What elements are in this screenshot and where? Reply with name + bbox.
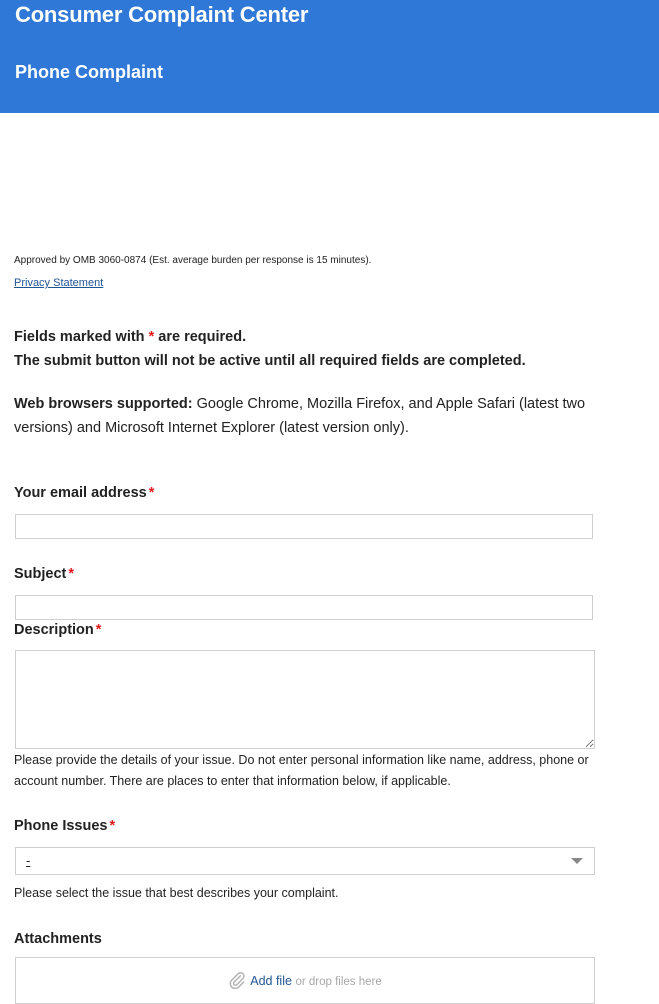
browsers-text: Google Chrome, Mozilla Firefox, and Apple Safari (latest two versions) and Microsoft Internet Explorer (latest version only). bbox=[14, 396, 586, 436]
phone-issues-selected-value: - bbox=[26, 853, 31, 868]
browsers-label: Web browsers supported: bbox=[14, 396, 193, 412]
omb-notice: Approved by OMB 3060-0874 (Est. average burden per response is 15 minutes). bbox=[14, 255, 372, 266]
attachments-label-text: Attachments bbox=[14, 931, 102, 947]
subject-input[interactable] bbox=[15, 595, 593, 620]
description-help-text: Please provide the details of your issue. Do not enter personal information like name, address, phone or account number. There are places to enter that information below, if applicable. bbox=[14, 753, 589, 788]
attachments-label bbox=[14, 931, 102, 947]
dropzone-content bbox=[16, 971, 594, 992]
description-required-star: * bbox=[95, 622, 102, 638]
required-fields-note bbox=[14, 325, 526, 373]
email-required-star: * bbox=[148, 485, 155, 501]
subject-label bbox=[14, 566, 74, 582]
phone-issues-label bbox=[14, 818, 115, 834]
description-label-text: Description bbox=[14, 622, 94, 638]
subject-required-star: * bbox=[68, 566, 75, 582]
required-star: * bbox=[148, 329, 155, 345]
phone-issues-select[interactable] bbox=[15, 847, 595, 875]
paperclip-icon bbox=[228, 971, 246, 992]
privacy-statement-link[interactable]: Privacy Statement bbox=[14, 277, 104, 289]
description-label bbox=[14, 622, 101, 638]
attachments-dropzone[interactable] bbox=[15, 957, 595, 1004]
drop-files-text: or drop files here bbox=[295, 975, 382, 988]
phone-issues-help-text: Please select the issue that best describes your complaint. bbox=[14, 886, 339, 900]
phone-issues-label-text: Phone Issues bbox=[14, 818, 108, 834]
site-header bbox=[0, 0, 659, 113]
email-input[interactable] bbox=[15, 514, 593, 539]
subject-label-text: Subject bbox=[14, 566, 67, 582]
supported-browsers bbox=[14, 392, 594, 440]
description-textarea[interactable] bbox=[15, 650, 595, 749]
email-label-text: Your email address bbox=[14, 485, 147, 501]
required-line bbox=[14, 325, 526, 349]
chevron-down-icon bbox=[571, 858, 583, 864]
required-prefix: Fields marked with bbox=[14, 329, 145, 345]
phone-issues-required-star: * bbox=[109, 818, 116, 834]
form-title: Phone Complaint bbox=[15, 62, 163, 82]
submit-note: The submit button will not be active until all required fields are completed. bbox=[14, 353, 526, 369]
required-suffix: are required. bbox=[158, 329, 247, 345]
email-label bbox=[14, 485, 154, 501]
site-title: Consumer Complaint Center bbox=[15, 2, 309, 27]
add-file-link[interactable]: Add file bbox=[250, 973, 292, 988]
